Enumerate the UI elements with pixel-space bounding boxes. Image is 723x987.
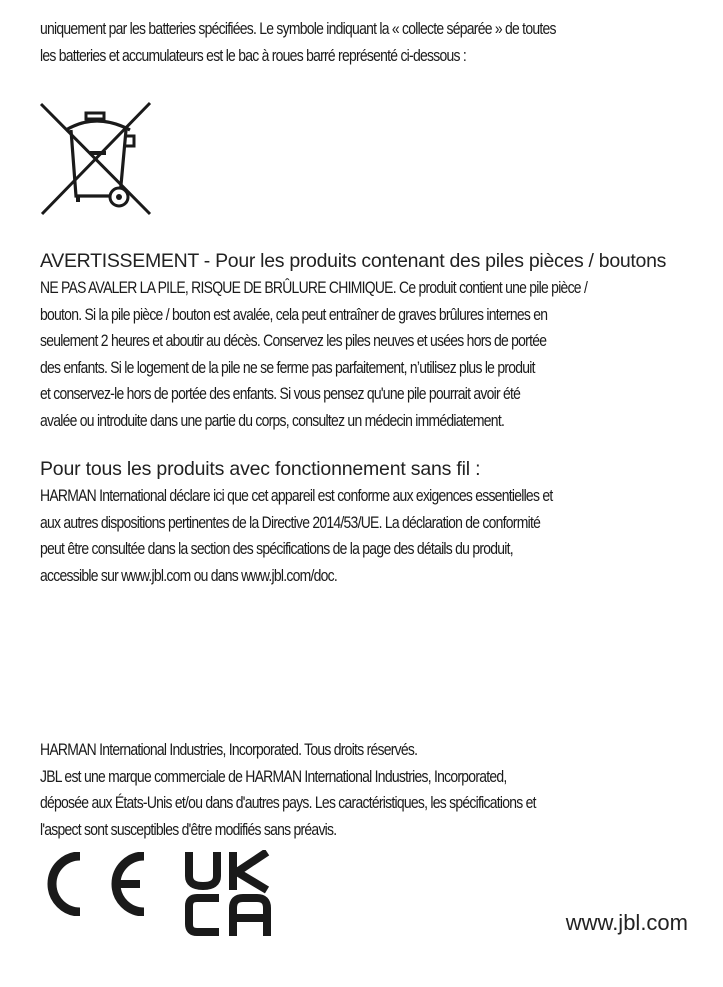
wireless-line: HARMAN International déclare ici que cet appareil est conforme aux exigences essentielles et	[40, 486, 553, 505]
warning-line: NE PAS AVALER LA PILE, RISQUE DE BRÛLURE CHIMIQUE. Ce produit contient une pile pièce /	[40, 278, 588, 297]
ce-mark-logo	[40, 852, 156, 916]
wireless-line: peut être consultée dans la section des spécifications de la page des détails du produit,	[40, 539, 513, 558]
wireless-line: aux autres dispositions pertinentes de la Directive 2014/53/UE. La déclaration de conformité	[40, 512, 541, 532]
legal-line: déposée aux États-Unis et/ou dans d'autres pays. Les caractéristiques, les spécifications et	[40, 793, 536, 812]
ukca-mark-logo	[183, 850, 271, 936]
legal-line: JBL est une marque commerciale de HARMAN International Industries, Incorporated,	[40, 766, 507, 786]
wireless-section	[40, 455, 690, 589]
warning-line: bouton. Si la pile pièce / bouton est avalée, cela peut entraîner de graves brûlures internes en	[40, 304, 548, 324]
warning-line: et conservez-le hors de portée des enfants. Si vous pensez qu'une pile pourrait avoir été	[40, 384, 521, 403]
legal-line: l'aspect sont susceptibles d'être modifiés sans préavis.	[40, 819, 337, 839]
wireless-heading: Pour tous les produits avec fonctionnement sans fil :	[40, 458, 481, 480]
intro-line: uniquement par les batteries spécifiées. Le symbole indiquant la « collecte séparée » de toutes	[40, 19, 556, 38]
warning-line: avalée ou introduite dans une partie du corps, consultez un médecin immédiatement.	[40, 410, 505, 430]
intro-line: les batteries et accumulateurs est le bac à roues barré représenté ci-dessous :	[40, 45, 466, 65]
crossed-out-wheelie-bin-icon	[38, 100, 154, 218]
button-cell-warning-section	[40, 247, 690, 434]
website-url: www.jbl.com	[565, 910, 688, 935]
legal-line: HARMAN International Industries, Incorporated. Tous droits réservés.	[40, 740, 418, 759]
legal-notice	[40, 737, 690, 843]
warning-line: des enfants. Si le logement de la pile ne se ferme pas parfaitement, n’utilisez plus le produit	[40, 357, 535, 377]
warning-line: seulement 2 heures et aboutir au décès. Conservez les piles neuves et usées hors de portée	[40, 331, 547, 350]
warning-heading: AVERTISSEMENT - Pour les produits contenant des piles pièces / boutons	[40, 250, 667, 272]
intro-paragraph	[40, 16, 690, 69]
wireless-line: accessible sur www.jbl.com ou dans www.jbl.com/doc.	[40, 565, 338, 585]
